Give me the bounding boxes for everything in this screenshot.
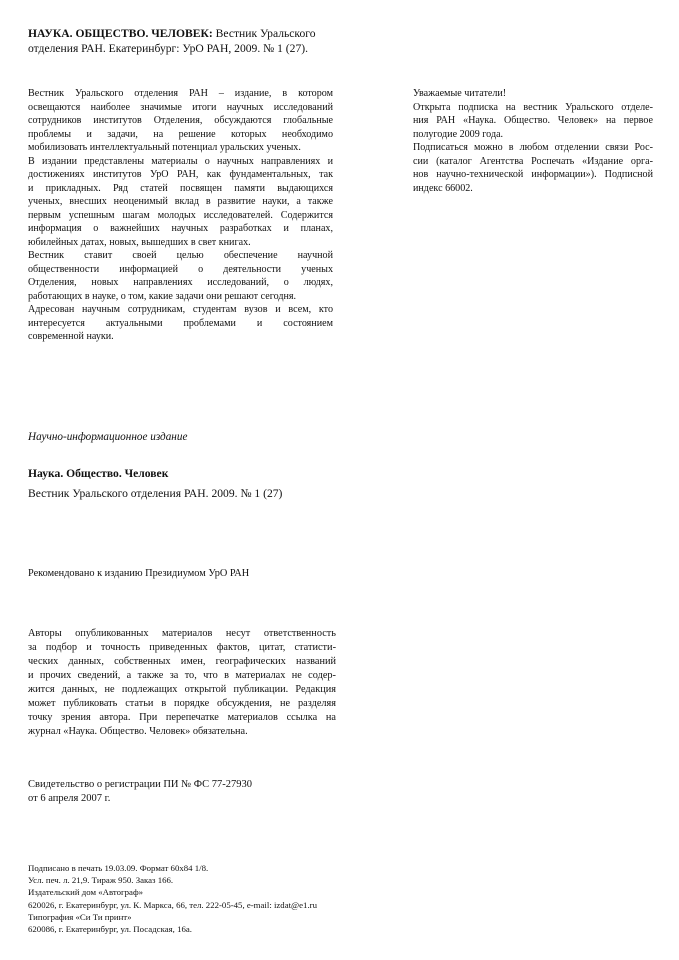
text-line: ческих данных, собственных имен, географических названий: [28, 656, 336, 667]
registration-certificate: [28, 778, 252, 805]
text-line: ния РАН «Наука. Общество. Человек» на первое: [413, 115, 653, 126]
text-line: работающих в науке, о том, какие задачи они решают сегодня.: [28, 290, 297, 302]
text-line: В издании представлены материалы о научных направлениях и: [28, 155, 333, 167]
text-line: сотрудников институтов Отделения, обсуждаются глобальные: [28, 115, 333, 126]
recommendation-note: Рекомендовано к изданию Президиумом УрО РАН: [28, 568, 250, 579]
text-line: нов научно-технической информации»). Подписной: [413, 169, 653, 180]
text-line: полугодие 2009 года.: [413, 128, 504, 140]
text-line: точку зрения автора. При перепечатке материалов ссылка на: [28, 712, 336, 723]
text-line: Уважаемые читатели!: [413, 88, 507, 99]
publication-kind: Научно-информационное издание: [28, 431, 188, 443]
text-line: общественности информацией о деятельности ученых: [28, 263, 333, 275]
imprint-line: Подписано в печать 19.03.09. Формат 60х84 1/8.: [28, 863, 209, 873]
text-line: Открыта подписка на вестник Уральского отделе-: [413, 101, 653, 113]
text-line: Вестник Уральского отделения РАН – издание, в котором: [28, 88, 333, 99]
text-line: интересуется актуальными проблемами и состоянием: [28, 317, 333, 329]
text-line: проблемы и задачи, на решение которых необходимо: [28, 128, 333, 140]
subscription-notice: [413, 87, 653, 195]
registration-line: Свидетельство о регистрации ПИ № ФС 77-27930: [28, 779, 252, 790]
text-line: современной науки.: [28, 331, 114, 342]
text-line: ученых, внесших неоценимый вклад в развитие науки, а также: [28, 196, 333, 207]
journal-header: [28, 26, 348, 56]
text-line: жится данных, не подлежащих открытой публикации. Редакция: [28, 684, 336, 695]
journal-description: [28, 87, 333, 344]
authors-disclaimer: [28, 627, 336, 739]
text-line: сии (каталог Агентства Роспечать «Издание орга-: [413, 155, 653, 167]
text-line: информация о важнейших научных разработках и планах,: [28, 223, 333, 234]
text-line: Подписаться можно в любом отделении связи Рос-: [413, 142, 653, 153]
print-imprint: [28, 862, 398, 935]
text-line: индекс 66002.: [413, 182, 473, 194]
text-line: может публиковать статьи в порядке обсуждения, не разделяя: [28, 698, 336, 709]
registration-line: от 6 апреля 2007 г.: [28, 792, 111, 804]
imprint-line: 620026, г. Екатеринбург, ул. К. Маркса, 66, тел. 222-05-45, e-mail: izdat@e1.ru: [28, 899, 317, 910]
journal-header-rest: Вестник Уральского: [212, 27, 316, 40]
text-line: и прикладных. Ряд статей посвящен памяти выдающихся: [28, 182, 333, 194]
imprint-line: Издательский дом «Автограф»: [28, 887, 144, 898]
text-line: за подбор и точность приведенных фактов, цитат, статисти-: [28, 642, 336, 653]
imprint-line: Типография «Си Ти принт»: [28, 911, 132, 922]
text-line: первым успешным шагам молодых исследователей. Содержится: [28, 209, 333, 221]
text-line: достижениях институтов УрО РАН, как фундаментальных, так: [28, 169, 333, 180]
publication-title: Наука. Общество. Человек: [28, 467, 169, 480]
imprint-line: 620086, г. Екатеринбург, ул. Посадская, 16а.: [28, 924, 192, 935]
text-line: юбилейных датах, новых, вышедших в свет книгах.: [28, 236, 251, 248]
text-line: мобилизовать интеллектуальный потенциал уральских ученых.: [28, 142, 301, 153]
imprint-line: Усл. печ. л. 21,9. Тираж 950. Заказ 166.: [28, 875, 174, 886]
text-line: Авторы опубликованных материалов несут ответственность: [28, 628, 336, 639]
publication-subtitle: Вестник Уральского отделения РАН. 2009. № 1 (27): [28, 487, 283, 500]
text-line: освещаются наиболее значимые итоги научных исследований: [28, 101, 333, 113]
journal-header-line-1: [28, 26, 348, 41]
text-line: Отделения, новых направлениях исследований, о людях,: [28, 277, 333, 288]
journal-title-bold: НАУКА. ОБЩЕСТВО. ЧЕЛОВЕК:: [28, 27, 213, 40]
text-line: журнал «Наука. Общество. Человек» обязательна.: [28, 726, 248, 737]
text-line: и прочих сведений, а также за то, что в материалах не содер-: [28, 670, 336, 681]
text-line: Адресован научным сотрудникам, студентам вузов и всем, кто: [28, 304, 333, 315]
journal-header-line-2: отделения РАН. Екатеринбург: УрО РАН, 2009. № 1 (27).: [28, 42, 309, 55]
text-line: Вестник ставит своей целью обеспечение научной: [28, 250, 333, 261]
